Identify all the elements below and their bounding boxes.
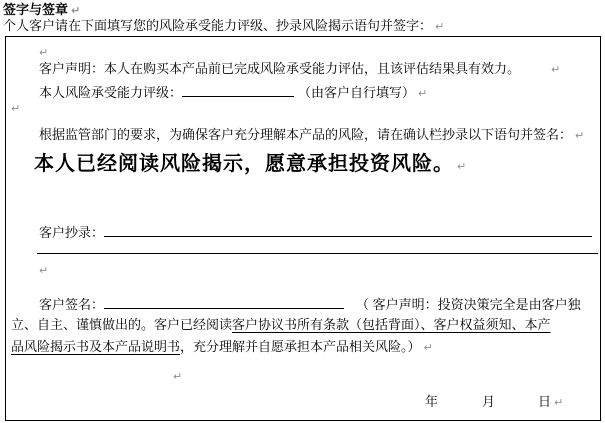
intro-text: 个人客户请在下面填写您的风险承受能力评级、抄录风险揭示语句并签字： bbox=[3, 18, 433, 33]
signature-note-line2-plain: 立、自主、谨慎做出的。客户已经阅读 bbox=[11, 317, 233, 332]
signature-note-line3-doc-titles: 品风险揭示书及本产品说明书 bbox=[11, 339, 181, 354]
paragraph-mark: ↵ bbox=[11, 102, 21, 115]
signature-note-line2-doc-titles: 客户协议书所有条款（包括背面）、客户权益须知、本产 bbox=[232, 317, 551, 332]
paragraph-mark: ↵ bbox=[551, 63, 561, 76]
rating-hint: （由客户自行填写） bbox=[298, 85, 416, 100]
signature-note-line3-plain: ，充分理解并自愿承担本产品相关风险。） bbox=[180, 339, 421, 354]
rating-label: 本人风险承受能力评级： bbox=[39, 85, 183, 100]
transcribe-blank-field[interactable] bbox=[104, 223, 592, 237]
rating-blank-field[interactable] bbox=[182, 83, 294, 97]
paragraph-mark: ↵ bbox=[71, 4, 81, 17]
date-month-label: 月 bbox=[482, 394, 496, 409]
paragraph-mark: ↵ bbox=[423, 341, 433, 354]
signature-label: 客户签名： bbox=[39, 297, 105, 312]
transcribe-label: 客户抄录： bbox=[39, 225, 105, 240]
instruction-text: 根据监管部门的要求，为确保客户充分理解本产品的风险，请在确认栏抄录以下语句并签名： bbox=[39, 127, 573, 142]
instruction-line bbox=[39, 127, 584, 143]
paragraph-mark: ↵ bbox=[575, 129, 585, 142]
signature-line bbox=[39, 295, 581, 312]
signature-note-open: （ 客户声明：投资决策完全是由客户独 bbox=[356, 297, 581, 312]
paragraph-mark: ↵ bbox=[39, 264, 49, 277]
section-title bbox=[3, 2, 80, 18]
transcribe-blank-field-line2[interactable] bbox=[37, 253, 598, 254]
transcribe-line bbox=[39, 223, 592, 240]
date-year-label: 年 bbox=[425, 394, 439, 409]
date-day-line bbox=[538, 394, 563, 410]
section-title-text: 签字与签章 bbox=[3, 2, 69, 17]
risk-statement-line bbox=[34, 153, 468, 175]
declaration-text: 客户声明：本人在购买本产品前已完成风险承受能力评估，且该评估结果具有效力。 bbox=[39, 61, 521, 76]
paragraph-mark: ↵ bbox=[173, 370, 183, 383]
risk-statement-text: 本人已经阅读风险揭示，愿意承担投资风险。 bbox=[34, 153, 454, 175]
paragraph-mark: ↵ bbox=[554, 396, 564, 409]
signature-note-line2 bbox=[11, 317, 551, 332]
paragraph-mark: ↵ bbox=[435, 20, 445, 33]
paragraph-mark: ↵ bbox=[457, 160, 468, 173]
signature-blank-field[interactable] bbox=[104, 295, 344, 309]
intro-line bbox=[3, 18, 444, 34]
declaration-line bbox=[39, 61, 560, 77]
paragraph-mark: ↵ bbox=[39, 46, 49, 59]
paragraph-mark: ↵ bbox=[418, 87, 428, 100]
date-day-label: 日 bbox=[538, 394, 552, 409]
signature-note-line3 bbox=[11, 339, 433, 355]
signature-box bbox=[5, 36, 601, 421]
rating-line bbox=[39, 83, 427, 101]
